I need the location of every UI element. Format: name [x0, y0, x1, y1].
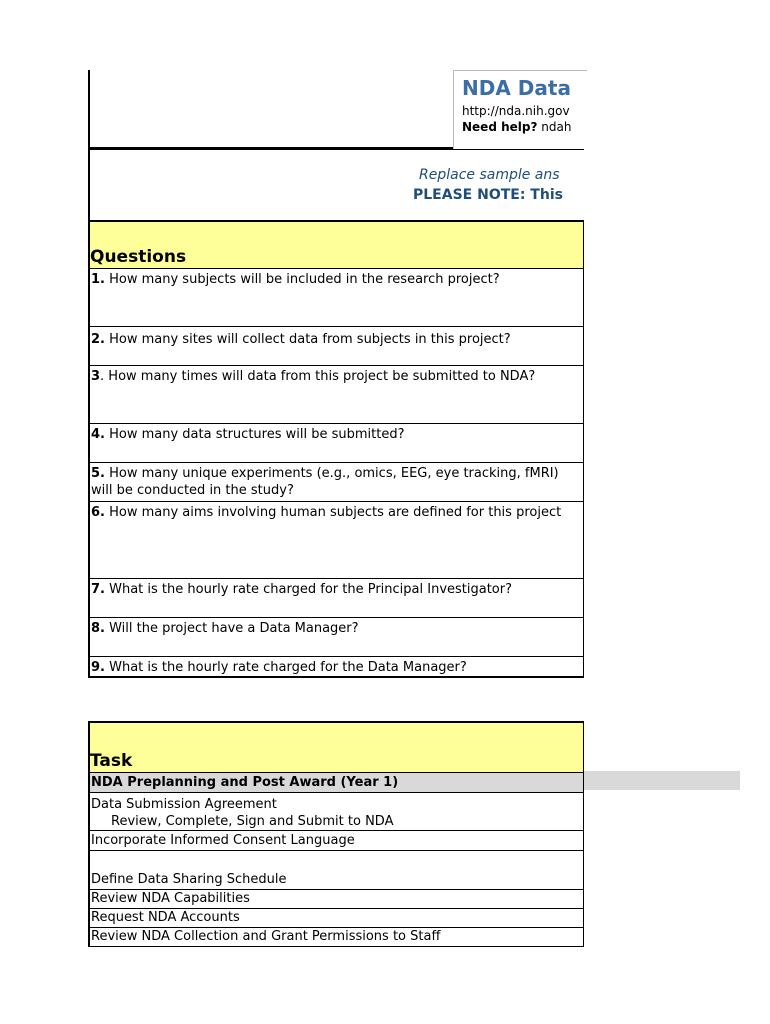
question-row-5[interactable]	[90, 463, 583, 502]
question-text: How many unique experiments (e.g., omics, EEG, eye tracking, fMRI) will be conducted in the study?	[91, 466, 559, 498]
question-number: 6.	[91, 505, 105, 520]
question-number: 9.	[91, 660, 105, 675]
tasks-header	[90, 723, 583, 773]
questions-header	[90, 222, 583, 269]
help-line	[462, 120, 571, 134]
question-number: 8.	[91, 621, 105, 636]
question-text: How many sites will collect data from subjects in this project?	[104, 332, 511, 347]
task-label: Data Submission Agreement	[91, 797, 277, 812]
question-number: 2.	[91, 332, 105, 347]
task-row-5[interactable]	[90, 909, 583, 928]
tasks-section-row: NDA Preplanning and Post Award (Year 1)	[90, 773, 583, 793]
nda-url-link[interactable]: http://nda.nih.gov	[462, 104, 570, 118]
instructions-line-1: Replace sample ans	[419, 167, 560, 183]
instructions-line-2: PLEASE NOTE: This	[413, 187, 563, 203]
section-row-extension	[584, 771, 740, 790]
task-row-3[interactable]	[90, 851, 583, 890]
question-row-1[interactable]	[90, 269, 583, 327]
title-box	[453, 70, 587, 149]
task-row-1[interactable]	[90, 793, 583, 831]
question-text: What is the hourly rate charged for the Data Manager?	[104, 660, 467, 675]
question-row-2[interactable]	[90, 327, 583, 366]
question-number: 1.	[91, 272, 105, 287]
help-label: Need help?	[462, 120, 538, 134]
task-label: Define Data Sharing Schedule	[91, 872, 287, 887]
question-text: How many subjects will be included in the research project?	[104, 272, 500, 287]
question-text: How many aims involving human subjects are defined for this project	[104, 505, 562, 520]
question-number: 5.	[91, 466, 105, 481]
question-text: . How many times will data from this project be submitted to NDA?	[100, 369, 536, 384]
header-block	[88, 70, 584, 150]
question-text: How many data structures will be submitted?	[104, 427, 405, 442]
instructions-block	[88, 150, 584, 222]
questions-heading: Questions	[90, 247, 187, 267]
question-row-7[interactable]	[90, 579, 583, 618]
question-text: What is the hourly rate charged for the Principal Investigator?	[104, 582, 513, 597]
task-label: Review NDA Capabilities	[91, 891, 250, 906]
question-row-6[interactable]	[90, 502, 583, 579]
question-number: 7.	[91, 582, 105, 597]
question-row-3[interactable]	[90, 366, 583, 424]
question-number: 3	[91, 369, 101, 384]
question-row-8[interactable]	[90, 618, 583, 657]
task-label: Review NDA Collection and Grant Permissions to Staff	[91, 929, 441, 944]
questions-table	[88, 222, 584, 678]
task-row-6[interactable]	[90, 928, 583, 947]
question-row-4[interactable]	[90, 424, 583, 463]
task-sublabel: Review, Complete, Sign and Submit to NDA	[111, 814, 394, 829]
task-label: Incorporate Informed Consent Language	[91, 833, 355, 848]
tasks-heading: Task	[90, 751, 133, 771]
task-row-4[interactable]	[90, 890, 583, 909]
task-row-2[interactable]	[90, 831, 583, 851]
question-number: 4.	[91, 427, 105, 442]
page-title: NDA Data	[462, 76, 571, 100]
question-text: Will the project have a Data Manager?	[104, 621, 359, 636]
task-label: Request NDA Accounts	[91, 910, 240, 925]
question-row-9[interactable]	[90, 657, 583, 678]
tasks-table	[88, 721, 584, 947]
help-email-link[interactable]: ndah	[541, 120, 572, 134]
